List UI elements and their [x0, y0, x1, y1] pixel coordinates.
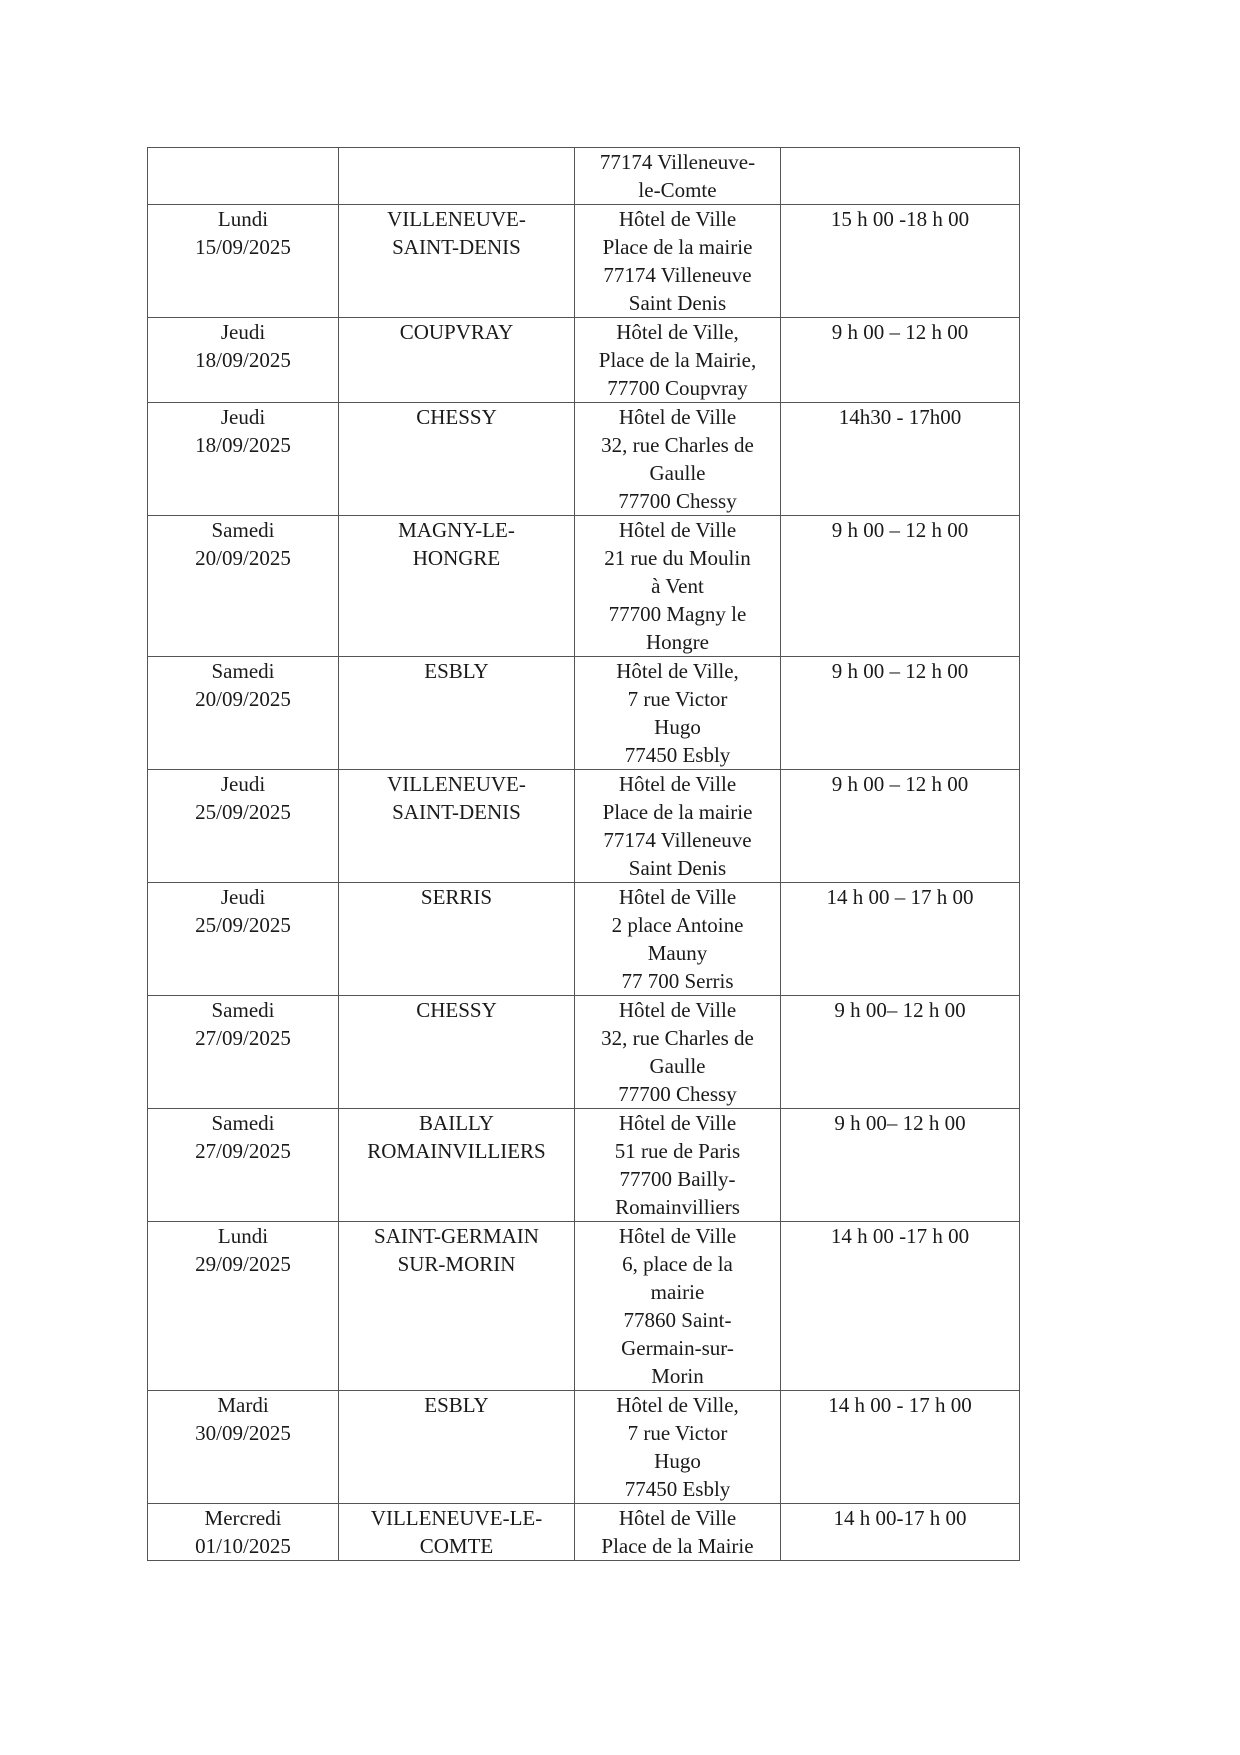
table-row — [148, 1391, 1020, 1504]
date-cell — [148, 205, 339, 318]
address-line: 77700 Chessy — [618, 489, 737, 513]
address-line: Hôtel de Ville — [618, 207, 737, 231]
address-line: Hugo — [654, 1449, 701, 1473]
city-text: SAINT-DENIS — [392, 235, 521, 259]
weekday-text: Mardi — [217, 1393, 269, 1417]
city-text: COMTE — [419, 1534, 494, 1558]
city-text: COUPVRAY — [399, 320, 514, 344]
city-cell — [339, 1504, 575, 1561]
weekday-text: Samedi — [211, 1111, 275, 1135]
address-line: Place de la mairie — [602, 800, 753, 824]
hours-cell — [781, 770, 1020, 883]
table-row — [148, 318, 1020, 403]
hours-text: 9 h 00 – 12 h 00 — [831, 518, 969, 542]
address-line: Place de la mairie — [602, 235, 753, 259]
address-line: 21 rue du Moulin — [604, 546, 751, 570]
address-line: 7 rue Victor — [627, 687, 728, 711]
city-text: SERRIS — [420, 885, 493, 909]
address-line: Hôtel de Ville — [618, 998, 737, 1022]
date-text: 27/09/2025 — [195, 1139, 291, 1163]
table-row — [148, 205, 1020, 318]
address-line: Mauny — [647, 941, 708, 965]
hours-text: 14h30 - 17h00 — [838, 405, 962, 429]
date-cell — [148, 770, 339, 883]
city-text: ESBLY — [424, 1393, 489, 1417]
date-text: 30/09/2025 — [195, 1421, 291, 1445]
weekday-text: Mercredi — [204, 1506, 282, 1530]
address-line: Hôtel de Ville, — [616, 320, 739, 344]
schedule-table-body — [148, 148, 1020, 1561]
city-text: VILLENEUVE- — [387, 207, 526, 231]
date-text: 20/09/2025 — [195, 546, 291, 570]
city-cell — [339, 770, 575, 883]
city-text: CHESSY — [416, 405, 497, 429]
address-line: Hôtel de Ville — [618, 1111, 737, 1135]
date-text: 20/09/2025 — [195, 687, 291, 711]
date-text: 18/09/2025 — [195, 433, 291, 457]
hours-text: 14 h 00 - 17 h 00 — [828, 1393, 972, 1417]
hours-cell — [781, 205, 1020, 318]
address-line: Romainvilliers — [615, 1195, 740, 1219]
address-cell — [575, 657, 781, 770]
city-text: VILLENEUVE- — [387, 772, 526, 796]
hours-cell — [781, 657, 1020, 770]
weekday-text: Jeudi — [220, 772, 266, 796]
address-cell — [575, 770, 781, 883]
hours-text: 9 h 00 – 12 h 00 — [831, 320, 969, 344]
address-cell — [575, 516, 781, 657]
address-line: 77700 Chessy — [618, 1082, 737, 1106]
city-cell — [339, 883, 575, 996]
address-cell — [575, 205, 781, 318]
hours-text: 14 h 00 – 17 h 00 — [826, 885, 974, 909]
address-line: Hôtel de Ville — [618, 1506, 737, 1530]
city-text: SUR-MORIN — [397, 1252, 516, 1276]
address-cell — [575, 1504, 781, 1561]
weekday-text: Samedi — [211, 998, 275, 1022]
city-text: BAILLY — [419, 1111, 494, 1135]
address-line: Hôtel de Ville — [618, 885, 737, 909]
address-line: 77860 Saint- — [623, 1308, 732, 1332]
address-line: 77450 Esbly — [624, 1477, 731, 1501]
hours-cell — [781, 1222, 1020, 1391]
hours-text: 9 h 00– 12 h 00 — [834, 998, 966, 1022]
address-line: Place de la Mairie — [601, 1534, 754, 1558]
table-row — [148, 1222, 1020, 1391]
address-line: Hôtel de Ville — [618, 405, 737, 429]
date-cell — [148, 657, 339, 770]
city-cell — [339, 403, 575, 516]
city-cell — [339, 318, 575, 403]
table-row — [148, 883, 1020, 996]
city-text: HONGRE — [412, 546, 501, 570]
city-text: MAGNY-LE- — [398, 518, 515, 542]
date-cell — [148, 1504, 339, 1561]
city-cell — [339, 205, 575, 318]
address-cell — [575, 1391, 781, 1504]
city-text: ESBLY — [424, 659, 489, 683]
date-cell — [148, 996, 339, 1109]
hours-cell — [781, 1391, 1020, 1504]
address-line: 77174 Villeneuve — [603, 828, 752, 852]
city-text: SAINT-DENIS — [392, 800, 521, 824]
address-cell — [575, 1222, 781, 1391]
table-row — [148, 148, 1020, 205]
hours-cell — [781, 318, 1020, 403]
city-cell — [339, 1222, 575, 1391]
address-line: 77700 Bailly- — [619, 1167, 736, 1191]
hours-text: 9 h 00 – 12 h 00 — [831, 772, 969, 796]
date-cell — [148, 318, 339, 403]
weekday-text: Samedi — [211, 518, 275, 542]
table-row — [148, 996, 1020, 1109]
city-cell — [339, 516, 575, 657]
hours-text: 14 h 00 -17 h 00 — [830, 1224, 970, 1248]
date-text: 18/09/2025 — [195, 348, 291, 372]
address-line: 77700 Magny le — [608, 602, 747, 626]
address-line: Germain-sur- — [621, 1336, 734, 1360]
address-line: 77174 Villeneuve- — [599, 150, 756, 174]
hours-cell — [781, 996, 1020, 1109]
address-line: mairie — [650, 1280, 705, 1304]
city-text: CHESSY — [416, 998, 497, 1022]
weekday-text: Samedi — [211, 659, 275, 683]
hours-cell — [781, 148, 1020, 205]
hours-cell — [781, 883, 1020, 996]
date-cell — [148, 1391, 339, 1504]
city-text: VILLENEUVE-LE- — [370, 1506, 543, 1530]
address-line: 32, rue Charles de — [601, 1026, 754, 1050]
address-line: 7 rue Victor — [627, 1421, 728, 1445]
address-line: 77174 Villeneuve — [603, 263, 752, 287]
address-line: 77 700 Serris — [621, 969, 734, 993]
date-cell — [148, 883, 339, 996]
weekday-text: Jeudi — [220, 885, 266, 909]
address-cell — [575, 403, 781, 516]
date-cell — [148, 516, 339, 657]
address-line: 51 rue de Paris — [614, 1139, 741, 1163]
address-cell — [575, 148, 781, 205]
city-text: ROMAINVILLIERS — [367, 1139, 546, 1163]
city-cell — [339, 996, 575, 1109]
date-text: 27/09/2025 — [195, 1026, 291, 1050]
address-cell — [575, 883, 781, 996]
address-line: Saint Denis — [628, 291, 727, 315]
date-text: 29/09/2025 — [195, 1252, 291, 1276]
table-row — [148, 1504, 1020, 1561]
address-line: Hugo — [654, 715, 701, 739]
hours-text: 9 h 00 – 12 h 00 — [831, 659, 969, 683]
table-row — [148, 403, 1020, 516]
table-row — [148, 657, 1020, 770]
address-line: 77450 Esbly — [624, 743, 731, 767]
city-cell — [339, 1109, 575, 1222]
address-line: 77700 Coupvray — [607, 376, 748, 400]
address-line: Hôtel de Ville, — [616, 1393, 739, 1417]
date-text: 15/09/2025 — [195, 235, 291, 259]
table-row — [148, 1109, 1020, 1222]
address-line: Hôtel de Ville — [618, 772, 737, 796]
address-cell — [575, 996, 781, 1109]
hours-text: 9 h 00– 12 h 00 — [834, 1111, 966, 1135]
table-row — [148, 516, 1020, 657]
address-line: à Vent — [651, 574, 704, 598]
date-cell — [148, 1109, 339, 1222]
address-line: Hôtel de Ville — [618, 518, 737, 542]
address-line: Hôtel de Ville — [618, 1224, 737, 1248]
city-text: SAINT-GERMAIN — [374, 1224, 539, 1248]
hours-cell — [781, 516, 1020, 657]
address-line: Saint Denis — [628, 856, 727, 880]
address-line: 6, place de la — [622, 1252, 733, 1276]
hours-text: 15 h 00 -18 h 00 — [830, 207, 970, 231]
weekday-text: Lundi — [217, 207, 269, 231]
date-text: 25/09/2025 — [195, 800, 291, 824]
weekday-text: Jeudi — [220, 405, 266, 429]
address-line: Morin — [651, 1364, 704, 1388]
hours-text: 14 h 00-17 h 00 — [833, 1506, 967, 1530]
address-line: le-Comte — [638, 178, 717, 202]
hours-cell — [781, 1504, 1020, 1561]
city-cell — [339, 657, 575, 770]
address-line: Hôtel de Ville, — [616, 659, 739, 683]
table-row — [148, 770, 1020, 883]
hours-cell — [781, 403, 1020, 516]
weekday-text: Jeudi — [220, 320, 266, 344]
address-cell — [575, 318, 781, 403]
date-text: 25/09/2025 — [195, 913, 291, 937]
date-cell — [148, 148, 339, 205]
address-line: 2 place Antoine — [611, 913, 744, 937]
address-cell — [575, 1109, 781, 1222]
date-cell — [148, 1222, 339, 1391]
hours-cell — [781, 1109, 1020, 1222]
address-line: 32, rue Charles de — [601, 433, 754, 457]
address-line: Gaulle — [649, 461, 706, 485]
date-cell — [148, 403, 339, 516]
date-text: 01/10/2025 — [195, 1534, 291, 1558]
address-line: Hongre — [646, 630, 709, 654]
schedule-table — [147, 147, 1020, 1561]
weekday-text: Lundi — [217, 1224, 269, 1248]
address-line: Gaulle — [649, 1054, 706, 1078]
city-cell — [339, 148, 575, 205]
city-cell — [339, 1391, 575, 1504]
address-line: Place de la Mairie, — [598, 348, 757, 372]
